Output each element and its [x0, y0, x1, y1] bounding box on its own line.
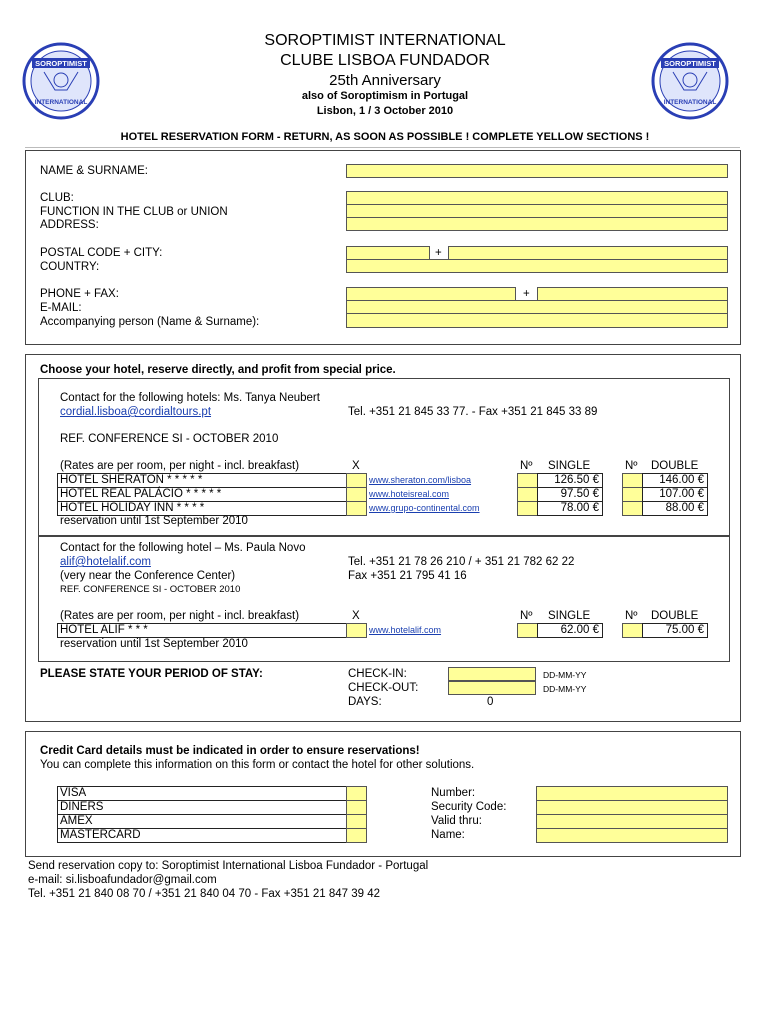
- plus-sign: +: [523, 288, 530, 300]
- date-format-hint: DD-MM-YY: [543, 684, 587, 694]
- footer-phone: Tel. +351 21 840 08 70 / +351 21 840 04 70 - Fax +351 21 847 39 42: [28, 888, 380, 900]
- single-count-field[interactable]: [517, 623, 538, 638]
- address-field[interactable]: [346, 217, 728, 231]
- double-count-field[interactable]: [622, 473, 643, 488]
- checkin-field[interactable]: [448, 667, 536, 681]
- single-count-field[interactable]: [517, 487, 538, 502]
- footer-send-to: Send reservation copy to: Soroptimist International Lisboa Fundador - Portugal: [28, 860, 429, 872]
- function-label: FUNCTION IN THE CLUB or UNION: [40, 206, 228, 218]
- single-price: 126.50 €: [537, 473, 603, 488]
- card-field-label: Valid thru:: [431, 815, 482, 827]
- days-label: DAYS:: [348, 696, 382, 708]
- function-field[interactable]: [346, 204, 728, 218]
- accompanying-label: Accompanying person (Name & Surname):: [40, 316, 260, 328]
- reservation-deadline: reservation until 1st September 2010: [60, 515, 248, 527]
- event-date: Lisbon, 1 / 3 October 2010: [316, 105, 454, 117]
- card-detail-field[interactable]: [536, 786, 728, 801]
- rates-note: (Rates are per room, per night - incl. breakfast): [60, 460, 300, 472]
- checkout-field[interactable]: [448, 681, 536, 695]
- contact-2-email-link[interactable]: alif@hotelalif.com: [60, 556, 151, 568]
- org-title: SOROPTIMIST INTERNATIONAL: [264, 32, 506, 49]
- fax-field[interactable]: [537, 287, 728, 301]
- club-label: CLUB:: [40, 192, 74, 204]
- double-count-field[interactable]: [622, 501, 643, 516]
- days-value: 0: [487, 696, 494, 708]
- card-detail-field[interactable]: [536, 800, 728, 815]
- double-count-field[interactable]: [622, 623, 643, 638]
- single-price: 97.50 €: [537, 487, 603, 502]
- card-field-label: Number:: [431, 787, 476, 799]
- card-type: DINERS: [57, 800, 347, 815]
- email-label: E-MAIL:: [40, 302, 82, 314]
- hotel-name: HOTEL SHERATON * * * * *: [57, 473, 347, 488]
- rates-note: (Rates are per room, per night - incl. breakfast): [60, 610, 300, 622]
- hotel-name: HOTEL HOLIDAY INN * * * *: [57, 501, 347, 516]
- double-header: DOUBLE: [651, 460, 699, 472]
- plus-sign: +: [435, 247, 442, 259]
- date-format-hint: DD-MM-YY: [543, 670, 587, 680]
- contact-2: Contact for the following hotel – Ms. Paula Novo: [60, 542, 306, 554]
- contact-1-phone: Tel. +351 21 845 33 77. - Fax +351 21 845 33 89: [348, 406, 598, 418]
- double-price: 107.00 €: [642, 487, 708, 502]
- card-type: AMEX: [57, 814, 347, 829]
- phone-label: PHONE + FAX:: [40, 288, 119, 300]
- double-header: DOUBLE: [651, 610, 699, 622]
- svg-text:SOROPTIMIST: SOROPTIMIST: [35, 59, 87, 68]
- checkout-label: CHECK-OUT:: [348, 682, 419, 694]
- footer-email: e-mail: si.lisboafundador@gmail.com: [28, 874, 217, 886]
- accompanying-field[interactable]: [346, 313, 728, 328]
- number-header: Nº: [520, 610, 533, 622]
- anniversary-title: 25th Anniversary: [329, 72, 441, 89]
- divider: [25, 147, 740, 148]
- subtitle: also of Soroptimism in Portugal: [301, 90, 469, 102]
- hotel-select-field[interactable]: [346, 623, 367, 638]
- email-field[interactable]: [346, 300, 728, 314]
- single-header: SINGLE: [548, 460, 591, 472]
- phone-field[interactable]: [346, 287, 516, 301]
- card-required-note: Credit Card details must be indicated in order to ensure reservations!: [40, 745, 420, 757]
- form-title: HOTEL RESERVATION FORM - RETURN, AS SOON AS POSSIBLE ! COMPLETE YELLOW SECTIONS !: [120, 131, 650, 143]
- svg-text:SOROPTIMIST: SOROPTIMIST: [664, 59, 716, 68]
- card-type-select-field[interactable]: [346, 800, 367, 815]
- hotel-select-field[interactable]: [346, 487, 367, 502]
- single-header: SINGLE: [548, 610, 591, 622]
- hotel-website-link[interactable]: www.hoteisreal.com: [369, 489, 450, 499]
- card-type: MASTERCARD: [57, 828, 347, 843]
- postal-code-field[interactable]: [346, 246, 430, 260]
- reference-2: REF. CONFERENCE SI - OCTOBER 2010: [60, 584, 241, 595]
- card-field-label: Name:: [431, 829, 465, 841]
- contact-2-phone: Tel. +351 21 78 26 210 / + 351 21 782 62 22: [348, 556, 575, 568]
- contact-2-fax: Fax +351 21 795 41 16: [348, 570, 467, 582]
- address-label: ADDRESS:: [40, 219, 99, 231]
- hotel-heading: Choose your hotel, reserve directly, and profit from special price.: [40, 364, 396, 376]
- number-header: Nº: [520, 460, 533, 472]
- card-type-select-field[interactable]: [346, 814, 367, 829]
- hotel-website-link[interactable]: www.hotelalif.com: [369, 625, 442, 635]
- card-detail-field[interactable]: [536, 828, 728, 843]
- double-count-field[interactable]: [622, 487, 643, 502]
- club-title: CLUBE LISBOA FUNDADOR: [280, 52, 490, 69]
- double-price: 88.00 €: [642, 501, 708, 516]
- number-header: Nº: [625, 610, 638, 622]
- single-price: 78.00 €: [537, 501, 603, 516]
- checkin-label: CHECK-IN:: [348, 668, 407, 680]
- svg-text:INTERNATIONAL: INTERNATIONAL: [663, 99, 717, 106]
- card-detail-field[interactable]: [536, 814, 728, 829]
- near-note: (very near the Conference Center): [60, 570, 236, 582]
- country-label: COUNTRY:: [40, 261, 100, 273]
- contact-1-email-link[interactable]: cordial.lisboa@cordialtours.pt: [60, 406, 212, 418]
- hotel-select-field[interactable]: [346, 473, 367, 488]
- card-type-select-field[interactable]: [346, 786, 367, 801]
- select-header: X: [352, 460, 360, 472]
- card-info: You can complete this information on this form or contact the hotel for other solutions.: [40, 759, 475, 771]
- hotel-name: HOTEL ALIF * * *: [57, 623, 347, 638]
- double-price: 75.00 €: [642, 623, 708, 638]
- number-header: Nº: [625, 460, 638, 472]
- select-header: X: [352, 610, 360, 622]
- name-label: NAME & SURNAME:: [40, 165, 148, 177]
- reservation-deadline: reservation until 1st September 2010: [60, 638, 248, 650]
- hotel-website-link[interactable]: www.grupo-continental.com: [369, 503, 480, 513]
- card-type: VISA: [57, 786, 347, 801]
- name-field[interactable]: [346, 164, 728, 178]
- card-type-select-field[interactable]: [346, 828, 367, 843]
- single-count-field[interactable]: [517, 473, 538, 488]
- single-price: 62.00 €: [537, 623, 603, 638]
- hotel-select-field[interactable]: [346, 501, 367, 516]
- reference-1: REF. CONFERENCE SI - OCTOBER 2010: [60, 433, 279, 445]
- country-field[interactable]: [346, 259, 728, 273]
- single-count-field[interactable]: [517, 501, 538, 516]
- svg-text:INTERNATIONAL: INTERNATIONAL: [34, 99, 88, 106]
- card-field-label: Security Code:: [431, 801, 507, 813]
- hotel-name: HOTEL REAL PALÁCIO * * * * *: [57, 487, 347, 502]
- postal-label: POSTAL CODE + CITY:: [40, 247, 163, 259]
- contact-1: Contact for the following hotels: Ms. Tanya Neubert: [60, 392, 320, 404]
- club-field[interactable]: [346, 191, 728, 205]
- hotel-website-link[interactable]: www.sheraton.com/lisboa: [369, 475, 472, 485]
- city-field[interactable]: [448, 246, 728, 260]
- stay-label: PLEASE STATE YOUR PERIOD OF STAY:: [40, 668, 263, 680]
- double-price: 146.00 €: [642, 473, 708, 488]
